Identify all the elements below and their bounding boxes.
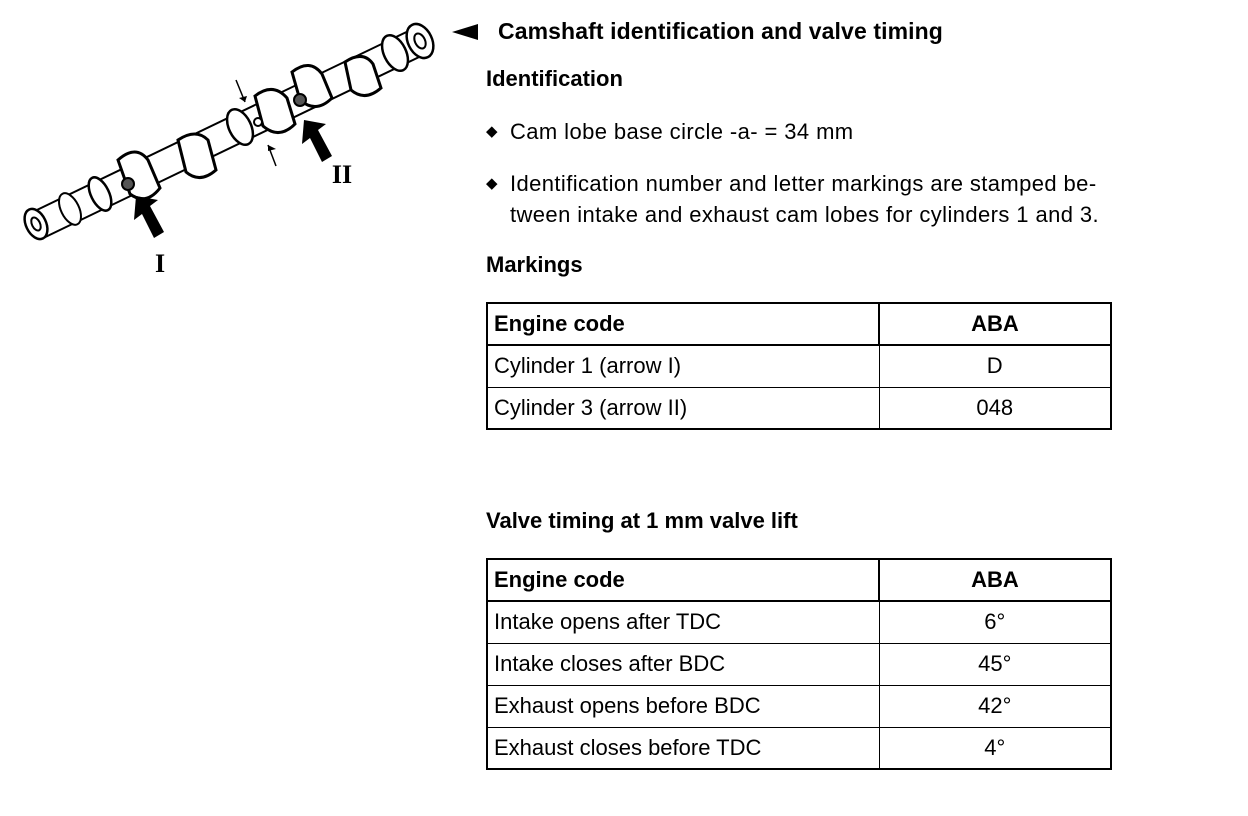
row-label: Exhaust opens before BDC [487, 685, 879, 727]
bullet-text: Cam lobe base circle -a- = 34 mm [510, 119, 854, 144]
row-value: 6° [879, 601, 1111, 643]
header-cell-aba: ABA [879, 303, 1111, 345]
header-cell-aba: ABA [879, 559, 1111, 601]
table-row [487, 727, 1111, 769]
header-cell-engine-code: Engine code [487, 559, 879, 601]
arrow-label-i: I [154, 249, 166, 278]
row-label: Intake closes after BDC [487, 643, 879, 685]
markings-table [486, 302, 1112, 430]
table-row [487, 601, 1111, 643]
identification-heading: Identification [486, 66, 623, 91]
table-row [487, 685, 1111, 727]
row-value: 4° [879, 727, 1111, 769]
row-label: Cylinder 1 (arrow I) [487, 345, 879, 387]
table-row [487, 387, 1111, 429]
markings-heading: Markings [486, 252, 583, 277]
camshaft-illustration [0, 0, 470, 290]
page-title: Camshaft identification and valve timing [498, 18, 943, 44]
row-value: 048 [879, 387, 1111, 429]
row-label: Intake opens after TDC [487, 601, 879, 643]
bullet-markings-note [486, 168, 1099, 230]
header-cell-engine-code: Engine code [487, 303, 879, 345]
arrow-label-ii: II [331, 160, 353, 189]
diamond-bullet-icon: ◆ [486, 123, 498, 140]
bullet-base-circle [486, 116, 854, 147]
row-value: 42° [879, 685, 1111, 727]
valve-timing-table [486, 558, 1112, 770]
section-header [452, 18, 943, 45]
pointer-arrow-icon [452, 24, 478, 40]
row-label: Exhaust closes before TDC [487, 727, 879, 769]
bullet-text-line-1: Identification number and letter markings are stamped be- [510, 171, 1097, 196]
valve-timing-heading: Valve timing at 1 mm valve lift [486, 508, 798, 533]
table-header-row [487, 559, 1111, 601]
row-value: 45° [879, 643, 1111, 685]
diamond-bullet-icon: ◆ [486, 175, 498, 192]
row-value: D [879, 345, 1111, 387]
table-row [487, 345, 1111, 387]
row-label: Cylinder 3 (arrow II) [487, 387, 879, 429]
table-header-row [487, 303, 1111, 345]
bullet-text-line-2: tween intake and exhaust cam lobes for cylinders 1 and 3. [510, 202, 1100, 227]
table-row [487, 643, 1111, 685]
